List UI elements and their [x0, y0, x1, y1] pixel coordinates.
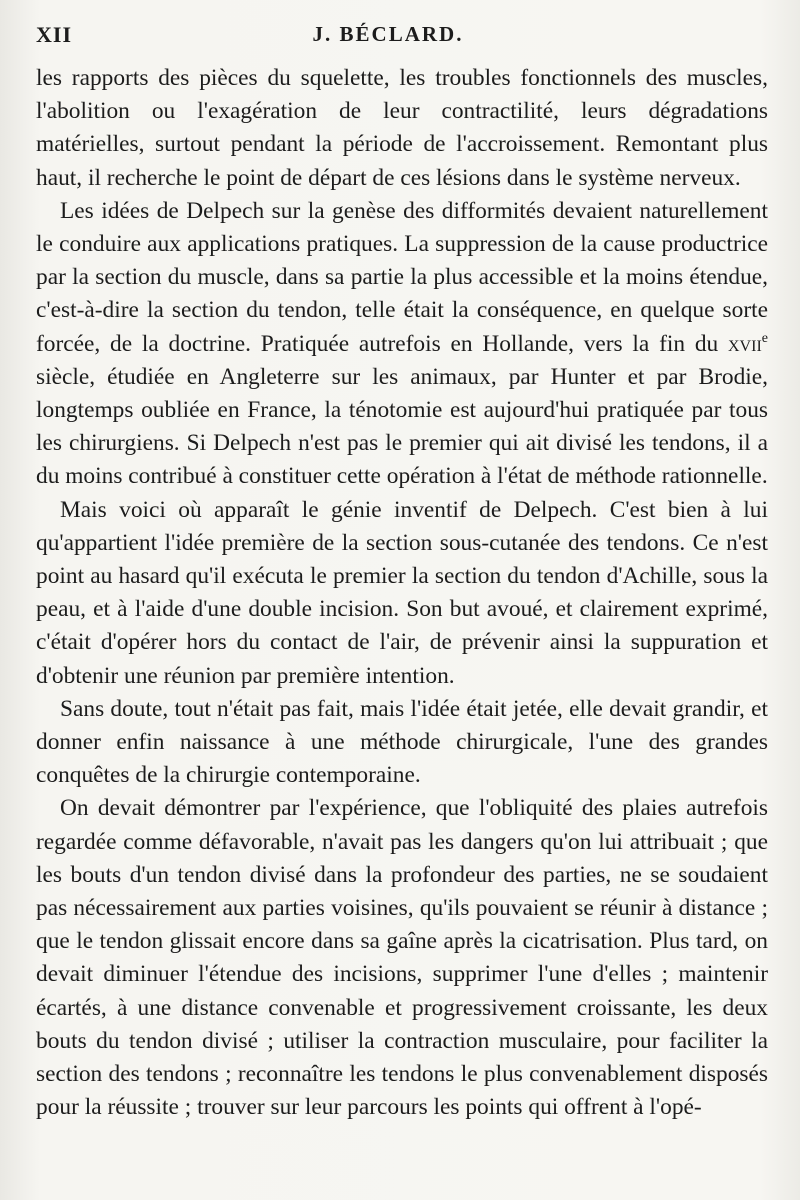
paragraph-2-part-2: siècle, étudiée en Angleterre sur les animaux, par Hunter et par Brodie, longtemps oubliée en France, la ténotomie est aujourd'hui pratiquée par tous les chirurgiens. Si Delpech n'est pas le premier qui ait divisé les tendons, il a du moins contribué à constituer cette opération à l'état de méthode rationnelle. — [36, 363, 768, 490]
body-text — [36, 62, 768, 1125]
century-numeral: xvii — [728, 330, 762, 357]
paragraph-5: On devait démontrer par l'expérience, que l'obliquité des plaies autrefois regardée comme défavorable, n'avait pas les dangers qu'on lui attribuait ; que les bouts d'un tendon divisé dans la profondeur des parties, ne se soudaient pas nécessairement aux parties voisines, qu'ils pouvaient se réunir à distance ; que le tendon glissait encore dans sa gaîne après la cicatrisation. Plus tard, on devait diminuer l'étendue des incisions, supprimer l'une d'elles ; maintenir écartés, à une distance convenable et progressivement croissante, les deux bouts du tendon divisé ; utiliser la contraction musculaire, pour faciliter la section des tendons ; reconnaître les tendons le plus convenablement disposés pour la réussite ; trouver sur leur parcours les points qui offrent à l'opé- — [36, 795, 768, 1121]
page-number: XII — [36, 22, 73, 47]
paragraph-4: Sans doute, tout n'était pas fait, mais l'idée était jetée, elle devait grandir, et donner enfin naissance à une méthode chirurgicale, l'une des grandes conquêtes de la chirurgie contemporaine. — [36, 695, 768, 789]
paragraph-1: les rapports des pièces du squelette, les troubles fonctionnels des muscles, l'abolition ou l'exagération de leur contractilité, leurs dégradations matérielles, surtout pendant la période de l'accroissement. Remontant plus haut, il recherche le point de départ de ces lésions dans le système nerveux. — [36, 65, 768, 191]
paragraph-3: Mais voici où apparaît le génie inventif de Delpech. C'est bien à lui qu'appartient l'idée première de la section sous-cutanée des tendons. Ce n'est point au hasard qu'il exécuta le premier la section du tendon d'Achille, sous la peau, et à l'aide d'une double incision. Son but avoué, et clairement exprimé, c'était d'opérer hors du contact de l'air, de prévenir ainsi la suppuration et d'obtenir une réunion par première intention. — [36, 496, 768, 689]
running-head: J. BÉCLARD. — [312, 22, 464, 46]
century-superscript: e — [761, 329, 768, 346]
page-header — [36, 22, 780, 52]
paragraph-2-part-1: Les idées de Delpech sur la genèse des difformités devaient naturellement le conduire aux applications pratiques. La suppression de la cause productrice par la section du muscle, dans sa partie la plus accessible et la moins étendue, c'est-à-dire la section du tendon, telle était la conséquence, en quelque sorte forcée, de la doctrine. Pratiquée autrefois en Hollande, vers la fin du — [36, 197, 768, 357]
paragraph-2 — [36, 195, 768, 494]
